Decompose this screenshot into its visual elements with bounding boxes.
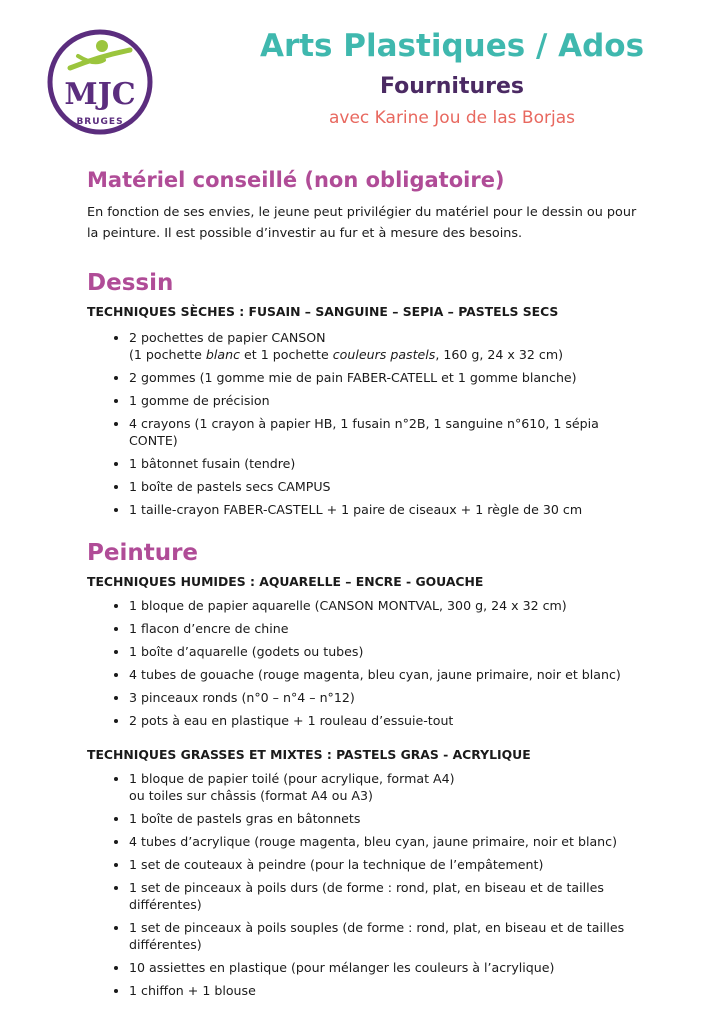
list-item: • 4 tubes d’acrylique (rouge magenta, bleu cyan, jaune primaire, noir et blanc) (129, 833, 647, 850)
list-item: • 1 bloque de papier aquarelle (CANSON MONTVAL, 300 g, 24 x 32 cm) (129, 597, 647, 614)
intro-paragraph: En fonction de ses envies, le jeune peut privilégier du matériel pour le dessin ou pour la peinture. Il est possible d’investir au fur et à mesure des besoins. (87, 205, 637, 241)
list-item: • 1 taille-crayon FABER-CASTELL + 1 paire de ciseaux + 1 règle de 30 cm (129, 501, 647, 518)
list-item: • 1 flacon d’encre de chine (129, 620, 647, 637)
list-item: • 2 gommes (1 gomme mie de pain FABER-CATELL et 1 gomme blanche) (129, 369, 647, 386)
mjc-bruges-logo (44, 26, 156, 138)
list-item: • 3 pinceaux ronds (n°0 – n°4 – n°12) (129, 689, 647, 706)
list-item: • 1 boîte de pastels gras en bâtonnets (129, 810, 647, 827)
list-item: • 1 bloque de papier toilé (pour acrylique, format A4) ou toiles sur châssis (format A4 ou A3) (129, 770, 647, 804)
list-item: • 4 crayons (1 crayon à papier HB, 1 fusain n°2B, 1 sanguine n°610, 1 sépia CONTE) (129, 415, 647, 449)
list-item: • 1 boîte d’aquarelle (godets ou tubes) (129, 643, 647, 660)
list-item: • 2 pochettes de papier CANSON (1 pochette blanc et 1 pochette couleurs pastels, 160 g, 24 x 32 cm) (129, 329, 647, 363)
section-heading-materiel: Matériel conseillé (non obligatoire) (87, 168, 505, 192)
document-body (87, 166, 647, 1005)
list-item: • 1 set de pinceaux à poils souples (de forme : rond, plat, en biseau et de tailles différentes) (129, 919, 647, 953)
list-humides (87, 597, 647, 729)
list-item: • 1 chiffon + 1 blouse (129, 982, 647, 999)
page-subtitle: Fournitures (379, 74, 524, 99)
list-item: • 1 bâtonnet fusain (tendre) (129, 455, 647, 472)
list-item: • 1 boîte de pastels secs CAMPUS (129, 478, 647, 495)
svg-text:BRUGES: BRUGES (76, 117, 124, 127)
subheading-techniques-grasses: TECHNIQUES GRASSES ET MIXTES : PASTELS GRAS - ACRYLIQUE (87, 747, 531, 762)
subheading-techniques-humides: TECHNIQUES HUMIDES : AQUARELLE – ENCRE - GOUACHE (87, 574, 484, 589)
section-heading-peinture: Peinture (87, 540, 199, 566)
list-item: • 2 pots à eau en plastique + 1 rouleau d’essuie-tout (129, 712, 647, 729)
svg-text:MJC: MJC (64, 77, 136, 112)
list-item: • 1 set de couteaux à peindre (pour la technique de l’empâtement) (129, 856, 647, 873)
section-heading-dessin: Dessin (87, 270, 174, 296)
list-item: • 4 tubes de gouache (rouge magenta, bleu cyan, jaune primaire, noir et blanc) (129, 666, 647, 683)
list-dessin (87, 329, 647, 518)
list-item: • 10 assiettes en plastique (pour mélanger les couleurs à l’acrylique) (129, 959, 647, 976)
page-title: Arts Plastiques / Ados (259, 28, 645, 64)
list-item: • 1 gomme de précision (129, 392, 647, 409)
list-grasses (87, 770, 647, 999)
subheading-techniques-seches: TECHNIQUES SÈCHES : FUSAIN – SANGUINE – SEPIA – PASTELS SECS (87, 304, 559, 319)
teacher-name: avec Karine Jou de las Borjas (328, 108, 575, 128)
list-item: • 1 set de pinceaux à poils durs (de forme : rond, plat, en biseau et de tailles différentes) (129, 879, 647, 913)
